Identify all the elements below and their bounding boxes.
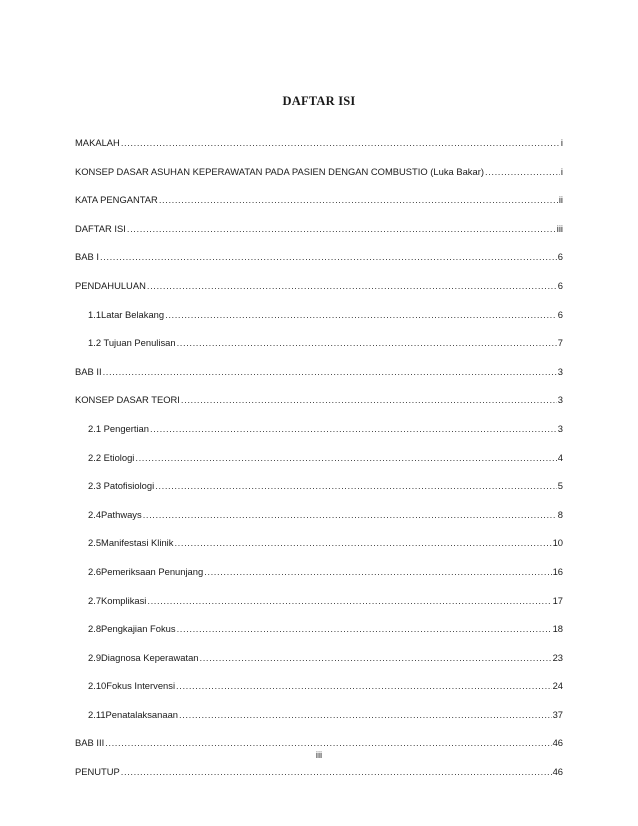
toc-entry — [75, 280, 563, 309]
table-of-contents — [75, 137, 563, 795]
toc-entry-page: iii — [556, 222, 563, 234]
toc-entry-label: 2.4Pathways — [88, 508, 142, 520]
toc-entry-page: 46 — [552, 737, 563, 749]
toc-entry — [75, 194, 563, 223]
dot-leader — [204, 566, 551, 578]
toc-entry-page: 3 — [557, 365, 563, 377]
toc-entry-page: i — [560, 165, 563, 177]
toc-entry-label: 1.2 Tujuan Penulisan — [88, 337, 176, 349]
dot-leader — [127, 223, 556, 235]
dot-leader — [176, 680, 552, 692]
toc-entry-label: 2.9Diagnosa Keperawatan — [88, 651, 199, 663]
toc-entry — [75, 394, 563, 423]
dot-leader — [105, 737, 551, 749]
toc-entry-page: 8 — [557, 508, 563, 520]
toc-entry-page: 17 — [552, 594, 563, 606]
toc-entry-label: 1.1Latar Belakang — [88, 308, 165, 320]
toc-entry-label: 2.6Pemeriksaan Penunjang — [88, 565, 204, 577]
toc-entry-page: 7 — [557, 337, 563, 349]
toc-entry-page: 3 — [557, 394, 563, 406]
toc-entry-page: 23 — [552, 651, 563, 663]
toc-entry — [75, 480, 563, 509]
toc-entry-label: 2.8Pengkajian Fokus — [88, 623, 176, 635]
toc-entry — [75, 709, 563, 738]
toc-entry-page: 6 — [557, 279, 563, 291]
toc-entry-label: 2.11Penatalaksanaan — [88, 708, 179, 720]
dot-leader — [121, 766, 552, 778]
page-number: iii — [315, 749, 323, 760]
toc-entry — [75, 595, 563, 624]
toc-entry-page: 10 — [552, 537, 563, 549]
toc-entry — [75, 309, 563, 338]
toc-entry — [75, 366, 563, 395]
toc-entry-label: 2.1 Pengertian — [88, 422, 149, 434]
toc-entry-page: 46 — [552, 766, 563, 778]
toc-entry-label: BAB III — [75, 737, 105, 749]
toc-entry-page: 4 — [557, 451, 563, 463]
toc-entry-label: BAB I — [75, 251, 99, 263]
dot-leader — [155, 480, 557, 492]
toc-entry — [75, 566, 563, 595]
toc-entry — [75, 623, 563, 652]
toc-entry-page: 16 — [552, 565, 563, 577]
toc-entry-page: 5 — [557, 480, 563, 492]
dot-leader — [165, 309, 557, 321]
toc-entry-page: 18 — [552, 623, 563, 635]
dot-leader — [147, 595, 551, 607]
toc-entry-label: 2.3 Patofisiologi — [88, 480, 155, 492]
toc-entry-label: 2.5Manifestasi Klinik — [88, 537, 174, 549]
toc-entry-page: 6 — [557, 308, 563, 320]
dot-leader — [143, 509, 557, 521]
dot-leader — [174, 537, 551, 549]
toc-entry-label: 2.2 Etiologi — [88, 451, 135, 463]
toc-entry — [75, 223, 563, 252]
toc-entry — [75, 537, 563, 566]
toc-entry-page: i — [560, 137, 563, 148]
toc-entry — [75, 766, 563, 795]
dot-leader — [100, 251, 557, 263]
dot-leader — [135, 452, 556, 464]
toc-entry — [75, 337, 563, 366]
toc-entry-label: BAB II — [75, 365, 102, 377]
toc-entry-label: KONSEP DASAR TEORI — [75, 394, 180, 406]
toc-entry-page: 6 — [557, 251, 563, 263]
toc-entry-page: 24 — [552, 680, 563, 692]
toc-entry-label: PENDAHULUAN — [75, 279, 146, 291]
toc-entry — [75, 452, 563, 481]
toc-entry — [75, 137, 563, 166]
toc-entry-page: 3 — [557, 422, 563, 434]
toc-entry — [75, 652, 563, 681]
toc-entry — [75, 166, 563, 195]
dot-leader — [177, 337, 557, 349]
dot-leader — [147, 280, 557, 292]
toc-entry — [75, 423, 563, 452]
dot-leader — [159, 194, 558, 206]
dot-leader — [179, 709, 552, 721]
dot-leader — [181, 394, 557, 406]
toc-entry-page: 37 — [552, 708, 563, 720]
toc-title: DAFTAR ISI — [282, 94, 356, 108]
toc-entry — [75, 251, 563, 280]
toc-entry-label: DAFTAR ISI — [75, 222, 126, 234]
toc-entry — [75, 509, 563, 538]
toc-entry — [75, 680, 563, 709]
toc-entry-label: MAKALAH — [75, 137, 120, 148]
dot-leader — [150, 423, 557, 435]
dot-leader — [103, 366, 557, 378]
toc-entry-label: 2.10Fokus Intervensi — [88, 680, 176, 692]
dot-leader — [200, 652, 552, 664]
toc-entry-label: KONSEP DASAR ASUHAN KEPERAWATAN PADA PASIEN DENGAN COMBUSTIO (Luka Bakar) — [75, 165, 484, 177]
toc-entry-label: KATA PENGANTAR — [75, 194, 158, 206]
toc-entry-label: PENUTUP — [75, 766, 120, 778]
toc-entry-label: 2.7Komplikasi — [88, 594, 147, 606]
dot-leader — [121, 137, 560, 149]
dot-leader — [177, 623, 552, 635]
toc-entry-page: ii — [558, 194, 563, 206]
dot-leader — [485, 166, 560, 178]
